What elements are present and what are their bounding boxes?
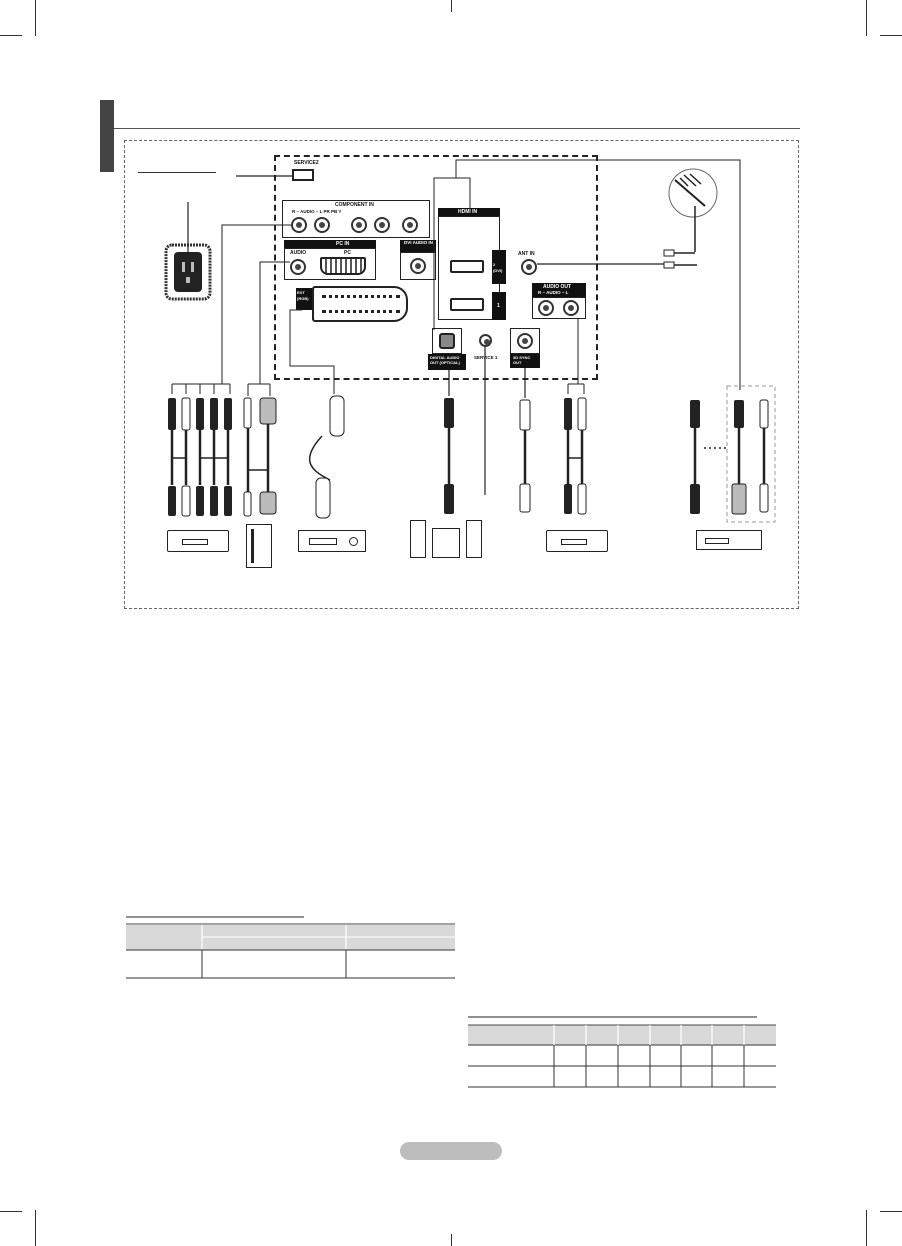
pc-label: PC	[344, 250, 351, 256]
dvi-audio-label: DVI AUDIO IN	[404, 240, 433, 245]
service2-label: SERVICE2	[294, 160, 319, 166]
page-number-pill	[400, 1142, 502, 1160]
service1-label: SERVICE 1	[474, 355, 498, 360]
hdmi2-label: 2 (DVI)	[493, 262, 503, 273]
audio-out-jacks-label: R – AUDIO – L	[538, 290, 569, 295]
pc-in-label: PC IN	[336, 241, 350, 247]
hdmi-in-label: HDMI IN	[458, 209, 478, 215]
ext-rgb-label: EXT (RGB)	[297, 290, 309, 301]
hdmi1-label: 1	[497, 303, 500, 309]
pc-audio-label: AUDIO	[290, 250, 307, 256]
sync-label: 3D SYNC OUT	[513, 355, 531, 365]
audio-out-label: AUDIO OUT	[543, 284, 572, 290]
ant-in-label: ANT IN	[518, 251, 535, 257]
component-in-label: COMPONENT IN	[335, 202, 374, 208]
component-jacks-label: R – AUDIO – L PR PB Y	[292, 209, 342, 214]
optical-label: DIGITAL AUDIO OUT (OPTICAL)	[430, 355, 460, 365]
